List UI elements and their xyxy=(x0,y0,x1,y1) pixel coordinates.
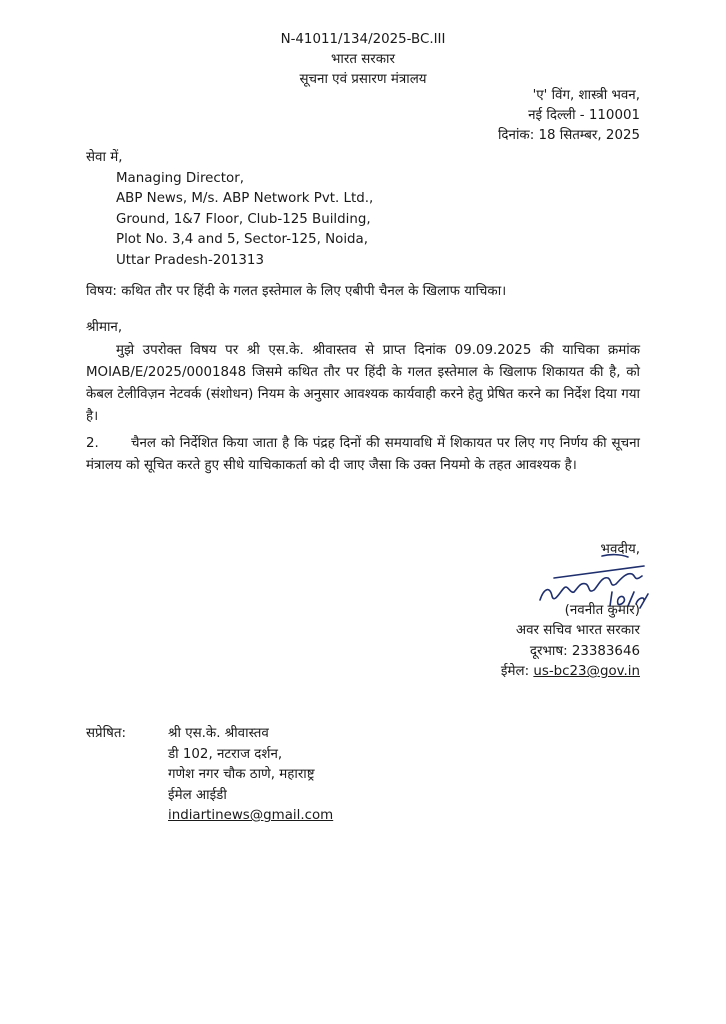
sender-address-line1: 'ए' विंग, शास्त्री भवन, xyxy=(532,88,640,103)
recipient-line: Plot No. 3,4 and 5, Sector-125, Noida, xyxy=(116,232,369,247)
signatory-email-row xyxy=(501,662,640,683)
signatory-email-link[interactable]: us-bc23@gov.in xyxy=(533,664,640,679)
copy-to-line: ईमेल आईडी xyxy=(168,787,227,803)
ministry-name: सूचना एवं प्रसारण मंत्रालय xyxy=(299,72,427,87)
closing: भवदीय, xyxy=(600,542,640,557)
recipient-line: ABP News, M/s. ABP Network Pvt. Ltd., xyxy=(116,191,374,206)
copy-to-email-link[interactable]: indiartinews@gmail.com xyxy=(168,808,334,823)
copy-to-label: सप्रेषित: xyxy=(86,726,127,741)
sender-address-line2: नई दिल्ली - 110001 xyxy=(528,108,640,123)
copy-to-line: श्री एस.के. श्रीवास्तव xyxy=(168,726,269,741)
recipient-line: Uttar Pradesh-201313 xyxy=(116,252,264,268)
copy-to-line: गणेश नगर चौक ठाणे, महाराष्ट्र xyxy=(168,767,315,782)
recipient-line: Ground, 1&7 Floor, Club-125 Building, xyxy=(116,211,371,227)
copy-to-address xyxy=(168,724,333,827)
subject-line: विषय: कथित तौर पर हिंदी के गलत इस्तेमाल के लिए एबीपी चैनल के खिलाफ याचिका। xyxy=(86,284,507,299)
body-paragraph-2 xyxy=(86,433,640,477)
signature-block xyxy=(501,540,640,683)
signature-space xyxy=(501,561,640,601)
recipient-line: Managing Director, xyxy=(116,170,244,186)
recipient-to-label: सेवा में, xyxy=(86,150,123,165)
letter-date: दिनांक: 18 सितम्बर, 2025 xyxy=(497,128,640,143)
salutation: श्रीमान, xyxy=(86,320,123,335)
signatory-designation: अवर सचिव भारत सरकार xyxy=(515,623,640,638)
copy-to-line: डी 102, नटराज दर्शन, xyxy=(168,746,283,762)
body-paragraph-1: मुझे उपरोक्त विषय पर श्री एस.के. श्रीवास्तव से प्राप्त दिनांक 09.09.2025 की याचिका क्रमांक MOIAB/E/2025/0001848 जिसमे कथित तौर पर हिंदी के गलत इस्तेमाल के खिलाफ शिकायत की है, को केबल टेलीविज़न नेटवर्क (संशोधन) नियम के अनुसार आवश्यक कार्यवाही करने हेतु प्रेषित करने का निर्देश दिया गया है। xyxy=(86,343,640,424)
email-label: ईमेल: xyxy=(500,664,534,679)
paragraph-number: 2. xyxy=(86,436,99,451)
letter-header xyxy=(0,30,726,90)
signatory-phone: दूरभाष: 23383646 xyxy=(529,643,640,659)
reference-number: N-41011/134/2025-BC.III xyxy=(280,32,446,47)
paragraph-text: चैनल को निर्देशित किया जाता है कि पंद्रह दिनों की समयावधि में शिकायत पर लिए गए निर्णय की सूचना मंत्रालय को सूचित करते हुए सीधे याचिकाकर्ता को दी जाए जैसा कि उक्त नियमो के तहत आवश्यक है। xyxy=(86,436,640,473)
signatory-name: (नवनीत कुमार) xyxy=(564,602,640,618)
recipient-address xyxy=(86,148,373,271)
government-name: भारत सरकार xyxy=(330,52,395,67)
sender-address xyxy=(498,86,640,146)
